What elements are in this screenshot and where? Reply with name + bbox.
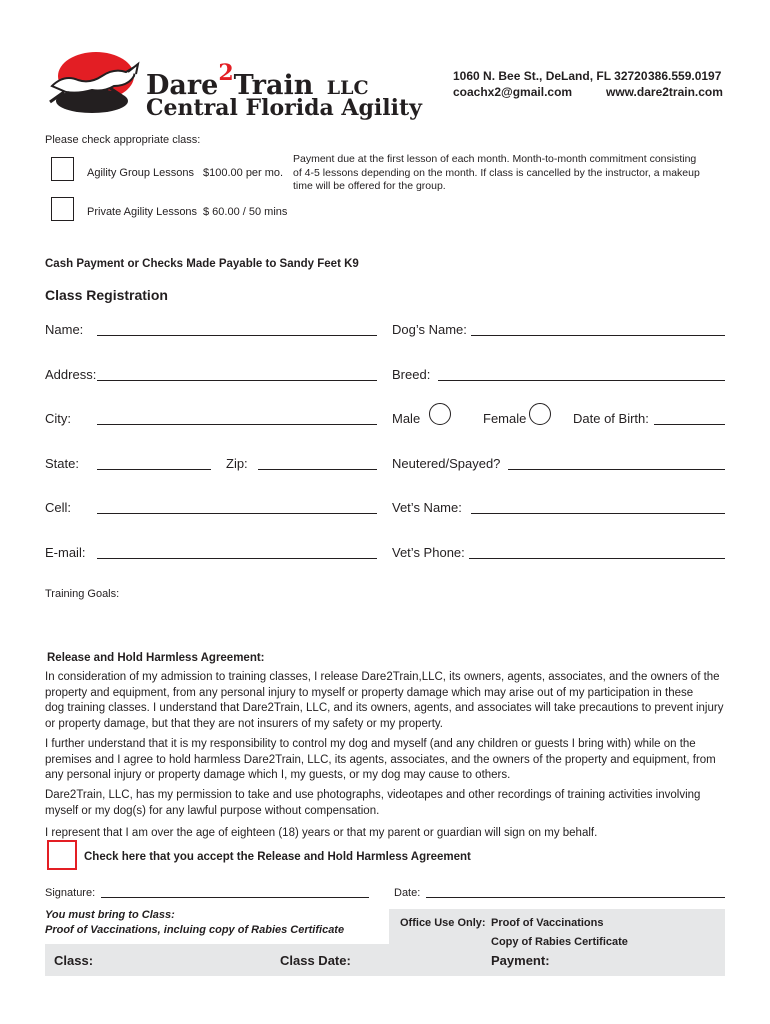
agreement-age-statement: I represent that I am over the age of eighteen (18) years or that my parent or guardian will sign on my behalf. bbox=[45, 827, 598, 839]
training-goals-field[interactable] bbox=[45, 604, 725, 644]
payment-note-line: time will be offered for the group. bbox=[293, 180, 446, 192]
zip-label: Zip: bbox=[226, 456, 248, 471]
email-field[interactable] bbox=[97, 558, 377, 559]
dog-name-field[interactable] bbox=[471, 335, 725, 336]
vet-name-label: Vet’s Name: bbox=[392, 500, 462, 515]
website: www.dare2train.com bbox=[606, 85, 723, 99]
payment-label: Payment: bbox=[491, 953, 550, 968]
agreement-line: dog training classes. I understand that Dare2Train, LLC, and its owners, agents, and associates will take precautions to prevent injury bbox=[45, 702, 724, 714]
state-label: State: bbox=[45, 456, 79, 471]
name-label: Name: bbox=[45, 322, 84, 337]
email-address: coachx2@gmail.com bbox=[453, 85, 573, 99]
name-field[interactable] bbox=[97, 335, 377, 336]
neutered-label: Neutered/Spayed? bbox=[392, 456, 501, 471]
brand-subtitle: Central Florida Agility bbox=[146, 95, 422, 121]
group-lessons-label: Agility Group Lessons bbox=[87, 167, 194, 179]
dob-field[interactable] bbox=[654, 424, 725, 425]
breed-label: Breed: bbox=[392, 367, 431, 382]
zip-field[interactable] bbox=[258, 469, 377, 470]
agreement-heading: Release and Hold Harmless Agreement: bbox=[47, 652, 265, 664]
registration-heading: Class Registration bbox=[45, 287, 168, 303]
logo bbox=[44, 46, 144, 116]
city-field[interactable] bbox=[97, 424, 377, 425]
address-line: 1060 N. Bee St., DeLand, FL 32720 bbox=[453, 69, 648, 83]
neutered-field[interactable] bbox=[508, 469, 725, 470]
female-radio[interactable] bbox=[529, 403, 551, 425]
payment-note-line: Payment due at the first lesson of each month. Month-to-month commitment consisting bbox=[293, 153, 697, 165]
cell-field[interactable] bbox=[97, 513, 377, 514]
brand-two: 2 bbox=[218, 60, 234, 86]
cell-label: Cell: bbox=[45, 500, 72, 515]
office-use-label: Office Use Only: bbox=[400, 917, 486, 929]
private-lessons-price: $ 60.00 / 50 mins bbox=[203, 206, 288, 218]
agreement-line: In consideration of my admission to training classes, I release Dare2Train,LLC, its owners, agents, associates, and the owners of the bbox=[45, 671, 720, 683]
dob-label: Date of Birth: bbox=[573, 411, 649, 426]
class-date-label: Class Date: bbox=[280, 953, 351, 968]
agreement-paragraph bbox=[45, 670, 725, 732]
brand-llc: LLC bbox=[326, 77, 369, 99]
class-label: Class: bbox=[54, 953, 94, 968]
brand-dare: Dare bbox=[146, 70, 219, 101]
proof-vaccinations-label: Proof of Vaccinations bbox=[491, 917, 604, 929]
agreement-line: any personal injury or property damage which I, my guests, or my dog may cause to others. bbox=[45, 769, 511, 781]
private-lessons-checkbox[interactable] bbox=[51, 197, 74, 221]
vet-phone-field[interactable] bbox=[469, 558, 725, 559]
date-field[interactable] bbox=[426, 897, 725, 898]
class-prompt: Please check appropriate class: bbox=[45, 134, 201, 146]
payable-note: Cash Payment or Checks Made Payable to Sandy Feet K9 bbox=[45, 258, 359, 270]
group-lessons-checkbox[interactable] bbox=[51, 157, 74, 181]
agreement-line: myself or my dog(s) for any lawful purpose without compensation. bbox=[45, 804, 380, 817]
city-label: City: bbox=[45, 411, 71, 426]
signature-field[interactable] bbox=[101, 897, 369, 898]
payment-note bbox=[293, 153, 700, 194]
breed-field[interactable] bbox=[438, 380, 725, 381]
state-field[interactable] bbox=[97, 469, 211, 470]
payment-note-line: of 4-5 lessons depending on the month. If class is cancelled by the instructor, a makeup bbox=[293, 166, 700, 179]
training-goals-label: Training Goals: bbox=[45, 588, 120, 600]
group-lessons-price: $100.00 per mo. bbox=[203, 167, 284, 179]
agreement-line: I further understand that it is my responsibility to control my dog and myself (and any children or guests I bring with) while on the bbox=[45, 738, 696, 750]
rabies-copy-label: Copy of Rabies Certificate bbox=[491, 936, 628, 948]
male-radio[interactable] bbox=[429, 403, 451, 425]
agreement-line: or property damage, but that they are not insurers of my safety or my property. bbox=[45, 717, 443, 730]
private-lessons-label: Private Agility Lessons bbox=[87, 206, 198, 218]
address-field[interactable] bbox=[97, 380, 377, 381]
dog-name-label: Dog’s Name: bbox=[392, 322, 467, 337]
accept-agreement-label: Check here that you accept the Release and Hold Harmless Agreement bbox=[84, 851, 471, 863]
bring-note-title: You must bring to Class: bbox=[45, 909, 175, 921]
agreement-line: Dare2Train, LLC, has my permission to take and use photographs, videotapes and other recordings of training activities involving bbox=[45, 789, 701, 801]
brand-train: Train bbox=[233, 70, 314, 101]
address-label: Address: bbox=[45, 367, 97, 382]
signature-label: Signature: bbox=[45, 887, 96, 899]
vet-phone-label: Vet’s Phone: bbox=[392, 545, 465, 560]
accept-agreement-checkbox[interactable] bbox=[47, 840, 77, 870]
female-label: Female bbox=[483, 411, 527, 426]
date-label: Date: bbox=[394, 887, 421, 899]
agreement-line: property and equipment, from any personal injury to myself or property damage which may arise out of my participation in these bbox=[45, 686, 694, 699]
male-label: Male bbox=[392, 411, 421, 426]
vet-name-field[interactable] bbox=[471, 513, 725, 514]
agreement-paragraph bbox=[45, 737, 725, 784]
phone: 386.559.0197 bbox=[648, 69, 722, 83]
dog-jump-logo-icon bbox=[44, 46, 144, 116]
bring-note-items: Proof of Vaccinations, incluing copy of Rabies Certificate bbox=[45, 924, 345, 936]
email-label: E-mail: bbox=[45, 545, 86, 560]
agreement-line: premises and I agree to hold harmless Dare2Train, LLC, its agents, associates, and the owners of the property and equipment, from bbox=[45, 753, 716, 766]
agreement-paragraph bbox=[45, 788, 725, 819]
